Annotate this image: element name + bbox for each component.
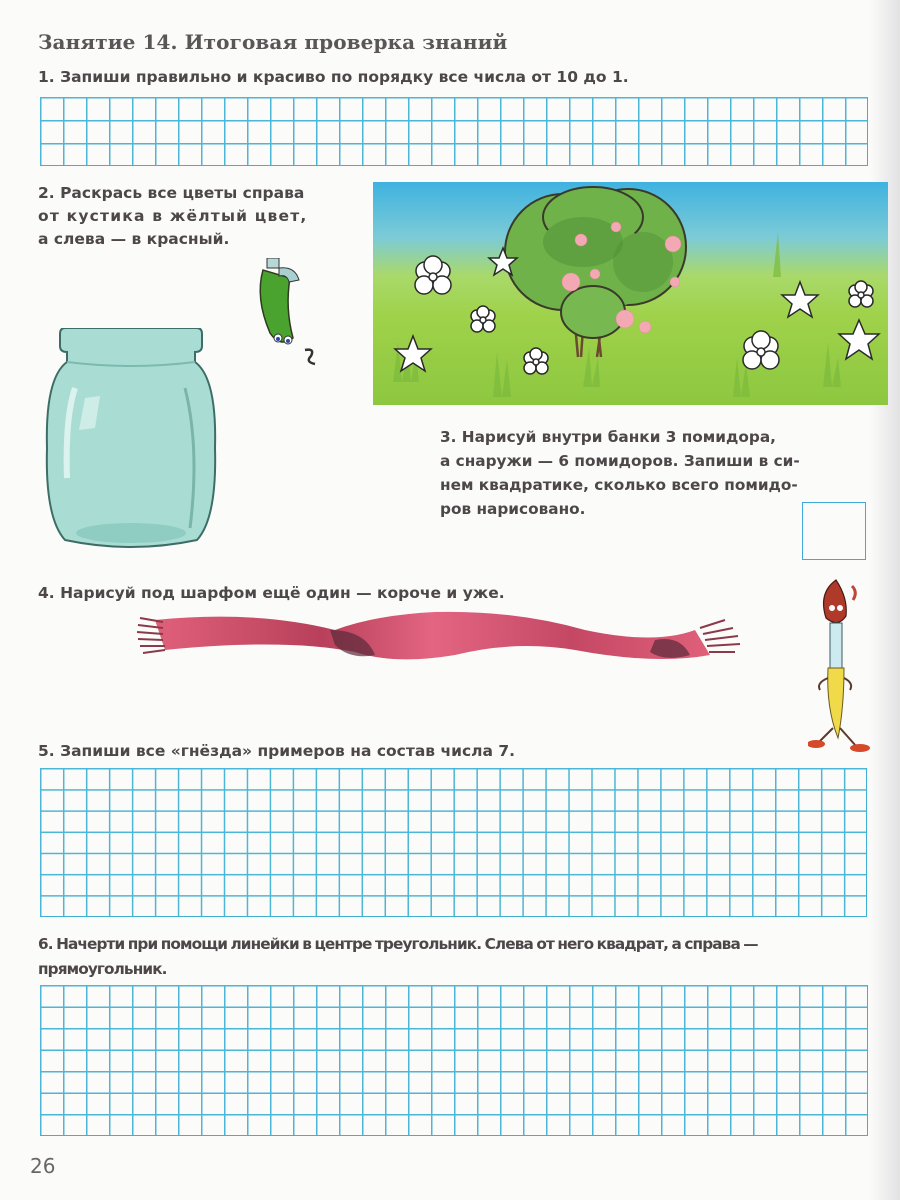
bush-icon	[505, 187, 686, 357]
paintbrush-character-icon	[808, 578, 878, 753]
task-2-line-3: а слева — в красный.	[38, 230, 230, 248]
task-3-line-4: ров нарисовано.	[440, 500, 586, 518]
task-6-line-1: 6. Начерти при помощи линейки в центре треугольник. Слева от него квадрат, а справа —	[38, 935, 758, 953]
task-6-instruction	[38, 932, 758, 982]
task-1-instruction: 1. Запиши правильно и красиво по порядку все числа от 10 до 1.	[38, 68, 629, 86]
task-5-writing-grid[interactable]	[40, 768, 867, 917]
task-4-instruction: 4. Нарисуй под шарфом ещё один — короче и уже.	[38, 584, 505, 602]
task-5-instruction: 5. Запиши все «гнёзда» примеров на состав числа 7.	[38, 742, 516, 760]
glass-jar-icon[interactable]	[45, 328, 217, 552]
task-2-instruction	[38, 182, 308, 251]
task-6-drawing-grid[interactable]	[40, 985, 868, 1136]
task-2-line-2: от кустика в жёлтый цвет,	[38, 207, 308, 225]
task-6-line-2: прямоугольник.	[38, 960, 167, 978]
paint-tube-character-icon	[245, 258, 320, 370]
meadow-scene-icon	[373, 182, 888, 405]
pink-scarf-icon[interactable]	[135, 600, 750, 670]
meadow-illustration[interactable]	[373, 182, 888, 405]
task-3-line-1: 3. Нарисуй внутри банки 3 помидора,	[440, 428, 776, 446]
page-number: 26	[30, 1154, 56, 1178]
page-title: Занятие 14. Итоговая проверка знаний	[38, 30, 508, 54]
task-1-writing-grid[interactable]	[40, 97, 868, 166]
task-3-instruction	[440, 425, 800, 521]
task-2-line-1: 2. Раскрась все цветы справа	[38, 184, 305, 202]
task-3-line-3: нем квадратике, сколько всего помидо-	[440, 476, 798, 494]
task-3-line-2: а снаружи — 6 помидоров. Запиши в си-	[440, 452, 800, 470]
task-3-answer-box[interactable]	[802, 502, 866, 560]
